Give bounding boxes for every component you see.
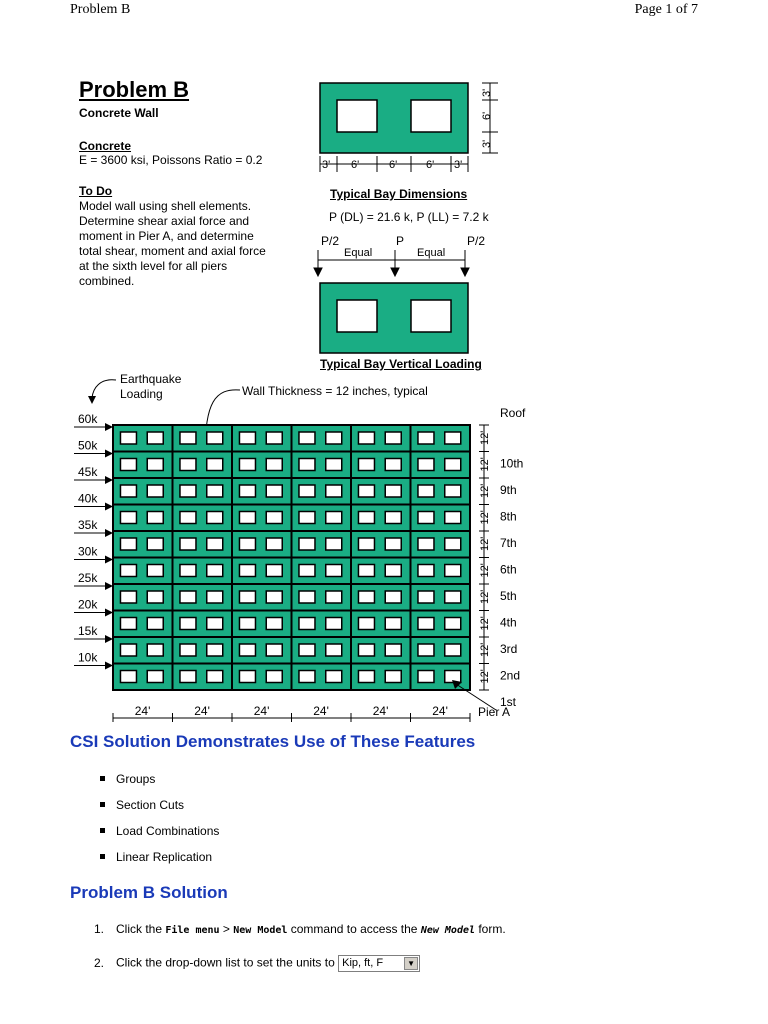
window-opening bbox=[299, 591, 315, 603]
window-opening bbox=[385, 459, 401, 471]
window-opening bbox=[120, 618, 136, 630]
window-opening bbox=[418, 671, 434, 683]
new-model-command-ref: New Model bbox=[233, 925, 288, 936]
window-opening bbox=[326, 591, 342, 603]
list-item: Linear Replication bbox=[100, 850, 219, 876]
story-height-label: 12' bbox=[479, 642, 491, 657]
bay-width-label: 24' bbox=[372, 704, 389, 718]
level-label: 5th bbox=[500, 589, 517, 603]
window-opening bbox=[358, 644, 374, 656]
window-opening bbox=[147, 432, 163, 444]
lateral-load-label: 30k bbox=[78, 544, 98, 559]
todo-text bbox=[79, 199, 266, 289]
window-opening bbox=[326, 644, 342, 656]
lateral-load-arrowhead bbox=[105, 503, 113, 511]
lateral-load-label: 45k bbox=[78, 465, 98, 479]
page-number: Page 1 of 7 bbox=[634, 2, 698, 17]
features-list bbox=[100, 772, 219, 876]
lateral-load-arrowhead bbox=[105, 662, 113, 670]
window-opening bbox=[299, 512, 315, 524]
new-model-form-ref: New Model bbox=[420, 925, 476, 936]
todo-heading: To Do bbox=[79, 184, 113, 198]
solution-steps bbox=[94, 922, 506, 988]
story-height-label: 12' bbox=[479, 430, 491, 445]
level-label: 9th bbox=[500, 483, 517, 497]
window-opening bbox=[299, 618, 315, 630]
window-opening bbox=[266, 485, 282, 497]
window-opening bbox=[385, 618, 401, 630]
lateral-load-label: 50k bbox=[78, 438, 98, 453]
window-opening bbox=[326, 459, 342, 471]
window-opening bbox=[358, 485, 374, 497]
todo-line: total shear, moment and axial force bbox=[79, 244, 266, 258]
window-opening bbox=[326, 538, 342, 550]
window-opening bbox=[147, 671, 163, 683]
window-opening bbox=[299, 671, 315, 683]
window-opening bbox=[147, 485, 163, 497]
window-opening bbox=[239, 512, 255, 524]
story-height-label: 12' bbox=[479, 616, 491, 631]
dim-h-5: 3' bbox=[454, 159, 463, 171]
spacing-equal-left: Equal bbox=[344, 247, 373, 259]
window-opening bbox=[445, 618, 461, 630]
solution-heading: Problem B Solution bbox=[70, 883, 228, 902]
step-2: 2. Click the drop-down list to set the units to Kip, ft, F ▼ bbox=[94, 955, 506, 988]
dim-h-3: 6' bbox=[389, 159, 398, 171]
bay-dimensions-caption: Typical Bay Dimensions bbox=[330, 187, 468, 201]
window-opening bbox=[445, 485, 461, 497]
window-opening bbox=[266, 538, 282, 550]
lateral-load-label: 25k bbox=[78, 571, 98, 585]
window-opening bbox=[385, 538, 401, 550]
window-opening bbox=[358, 538, 374, 550]
window-opening bbox=[266, 459, 282, 471]
wall-grid bbox=[113, 425, 470, 690]
window-opening bbox=[326, 618, 342, 630]
window-opening bbox=[385, 591, 401, 603]
window-opening bbox=[418, 512, 434, 524]
story-height-label: 12' bbox=[479, 536, 491, 551]
window-opening bbox=[180, 565, 196, 577]
story-height-label: 12' bbox=[479, 483, 491, 498]
window-opening bbox=[207, 459, 223, 471]
window-opening bbox=[207, 538, 223, 550]
window-opening bbox=[239, 459, 255, 471]
window-opening bbox=[120, 512, 136, 524]
level-label: 7th bbox=[500, 536, 517, 550]
window-opening bbox=[207, 671, 223, 683]
lateral-load-label: 10k bbox=[78, 650, 98, 665]
window-opening bbox=[239, 485, 255, 497]
window-opening bbox=[207, 432, 223, 444]
window-opening bbox=[385, 644, 401, 656]
window-opening bbox=[445, 432, 461, 444]
window-opening bbox=[326, 432, 342, 444]
window-opening bbox=[326, 512, 342, 524]
window-opening bbox=[147, 512, 163, 524]
wall-elevation-diagram bbox=[60, 368, 530, 722]
load-p-half-right: P/2 bbox=[467, 234, 486, 248]
level-label: 6th bbox=[500, 562, 517, 577]
story-height-label: 12' bbox=[479, 457, 491, 472]
bay-width-label: 24' bbox=[134, 704, 151, 718]
pier-a-label: Pier A bbox=[478, 705, 511, 719]
level-label: 4th bbox=[500, 615, 517, 630]
window-opening bbox=[418, 618, 434, 630]
spacing-equal-right: Equal bbox=[417, 247, 446, 259]
dim-v-2: 6' bbox=[481, 111, 493, 120]
story-height-label: 12' bbox=[479, 510, 491, 525]
window-opening bbox=[239, 538, 255, 550]
dim-h-1: 3' bbox=[322, 159, 331, 171]
window-opening bbox=[445, 512, 461, 524]
window-opening bbox=[147, 565, 163, 577]
window-opening bbox=[266, 644, 282, 656]
lateral-load-arrowhead bbox=[105, 582, 113, 590]
window-opening bbox=[180, 512, 196, 524]
bay-width-label: 24' bbox=[432, 704, 448, 718]
window-opening bbox=[120, 432, 136, 444]
todo-line: combined. bbox=[79, 274, 135, 288]
bay-width-label: 24' bbox=[253, 704, 270, 718]
lateral-load-label: 20k bbox=[78, 597, 98, 612]
lateral-load-label: 40k bbox=[78, 491, 98, 506]
window-opening bbox=[445, 538, 461, 550]
level-label: 2nd bbox=[500, 668, 521, 683]
wall-thickness-label: Wall Thickness = 12 inches, typical bbox=[242, 384, 428, 398]
file-menu-ref: File menu bbox=[165, 925, 220, 936]
page-subtitle: Concrete Wall bbox=[79, 106, 159, 120]
window-opening bbox=[266, 512, 282, 524]
window-opening bbox=[207, 644, 223, 656]
window-opening bbox=[299, 538, 315, 550]
lateral-load-arrowhead bbox=[105, 609, 113, 617]
todo-line: moment in Pier A, and determine bbox=[79, 229, 254, 243]
story-height-label: 12' bbox=[479, 563, 491, 578]
window-opening bbox=[418, 459, 434, 471]
vertical-loading-diagram bbox=[300, 228, 510, 358]
story-height-label: 12' bbox=[479, 589, 491, 604]
bay-dimensions-diagram bbox=[300, 76, 520, 196]
window-opening bbox=[180, 644, 196, 656]
dim-v-3: 3' bbox=[481, 139, 493, 148]
story-height-label: 12' bbox=[479, 669, 491, 684]
todo-line: Determine shear axial force and bbox=[79, 214, 250, 228]
window-opening bbox=[147, 459, 163, 471]
window-opening bbox=[299, 485, 315, 497]
page-title: Problem B bbox=[79, 77, 190, 102]
window-opening bbox=[147, 644, 163, 656]
window-opening bbox=[299, 644, 315, 656]
window-opening bbox=[326, 485, 342, 497]
window-opening bbox=[266, 618, 282, 630]
window-opening bbox=[418, 432, 434, 444]
earthquake-label: Earthquake bbox=[120, 372, 182, 386]
window-opening bbox=[418, 565, 434, 577]
window-opening bbox=[326, 565, 342, 577]
window-opening bbox=[418, 485, 434, 497]
window-opening bbox=[239, 644, 255, 656]
window-opening bbox=[239, 618, 255, 630]
list-item: Section Cuts bbox=[100, 798, 219, 824]
lateral-load-arrowhead bbox=[105, 423, 113, 431]
window-opening bbox=[180, 432, 196, 444]
bay-width-label: 24' bbox=[313, 704, 329, 718]
window-opening bbox=[120, 591, 136, 603]
bay-width-label: 24' bbox=[194, 704, 210, 718]
todo-line: at the sixth level for all piers bbox=[79, 259, 228, 273]
window-opening bbox=[418, 591, 434, 603]
window-opening bbox=[207, 591, 223, 603]
load-p-center: P bbox=[396, 234, 405, 248]
lateral-load-arrowhead bbox=[105, 476, 113, 484]
vertical-loading-caption: Typical Bay Vertical Loading bbox=[320, 357, 482, 371]
window-opening bbox=[120, 538, 136, 550]
window-opening bbox=[445, 459, 461, 471]
window-opening bbox=[299, 565, 315, 577]
window-opening bbox=[299, 459, 315, 471]
window-opening bbox=[385, 565, 401, 577]
lateral-load-arrowhead bbox=[105, 556, 113, 564]
window-opening bbox=[385, 512, 401, 524]
earthquake-label: Loading bbox=[120, 387, 163, 401]
concrete-properties: E = 3600 ksi, Poissons Ratio = 0.2 bbox=[79, 153, 263, 167]
window-opening bbox=[358, 432, 374, 444]
list-item: Load Combinations bbox=[100, 824, 219, 850]
window-opening bbox=[385, 671, 401, 683]
window-opening bbox=[266, 591, 282, 603]
window-opening bbox=[358, 565, 374, 577]
window-opening bbox=[120, 459, 136, 471]
window-opening bbox=[358, 671, 374, 683]
lateral-load-label: 35k bbox=[78, 518, 98, 532]
concrete-heading: Concrete bbox=[79, 139, 132, 153]
window-opening bbox=[418, 644, 434, 656]
dim-h-2: 6' bbox=[351, 159, 360, 171]
window-opening bbox=[120, 644, 136, 656]
window-opening bbox=[385, 485, 401, 497]
window-opening bbox=[299, 432, 315, 444]
level-label: 8th bbox=[500, 509, 517, 524]
features-heading: CSI Solution Demonstrates Use of These Features bbox=[70, 732, 476, 751]
window-opening bbox=[180, 459, 196, 471]
window-opening bbox=[445, 644, 461, 656]
lateral-load-arrowhead bbox=[105, 635, 113, 643]
level-label: Roof bbox=[500, 406, 526, 420]
window-opening bbox=[266, 671, 282, 683]
window-opening bbox=[180, 618, 196, 630]
lateral-load-label: 15k bbox=[78, 624, 98, 638]
page-header-title: Problem B bbox=[70, 2, 131, 17]
window-opening bbox=[239, 432, 255, 444]
dim-h-4: 6' bbox=[426, 159, 435, 171]
level-label: 1st bbox=[500, 695, 517, 709]
lateral-load-label: 60k bbox=[78, 412, 98, 426]
window-opening bbox=[147, 538, 163, 550]
window-opening bbox=[358, 459, 374, 471]
lateral-load-arrowhead bbox=[105, 529, 113, 537]
list-item: Groups bbox=[100, 772, 219, 798]
window-opening bbox=[418, 538, 434, 550]
window-opening bbox=[445, 565, 461, 577]
window-opening bbox=[239, 671, 255, 683]
lateral-load-arrowhead bbox=[105, 450, 113, 458]
window-opening bbox=[147, 618, 163, 630]
window-opening bbox=[358, 591, 374, 603]
window-opening bbox=[266, 565, 282, 577]
window-opening bbox=[120, 485, 136, 497]
window-opening bbox=[445, 591, 461, 603]
window-opening bbox=[239, 591, 255, 603]
window-opening bbox=[239, 565, 255, 577]
window-opening bbox=[147, 591, 163, 603]
todo-line: Model wall using shell elements. bbox=[79, 199, 252, 213]
window-opening bbox=[207, 512, 223, 524]
load-p-half-left: P/2 bbox=[321, 234, 340, 248]
dim-v-1: 3' bbox=[481, 88, 493, 97]
load-values: P (DL) = 21.6 k, P (LL) = 7.2 k bbox=[329, 210, 489, 224]
window-opening bbox=[207, 485, 223, 497]
window-opening bbox=[180, 591, 196, 603]
level-label: 10th bbox=[500, 456, 524, 471]
units-dropdown[interactable]: Kip, ft, F ▼ bbox=[338, 955, 420, 972]
window-opening bbox=[207, 565, 223, 577]
window-opening bbox=[326, 671, 342, 683]
step-1: 1. Click the File menu > New Model command to access the New Model form. bbox=[94, 922, 506, 936]
window-opening bbox=[120, 671, 136, 683]
window-opening bbox=[385, 432, 401, 444]
window-opening bbox=[180, 485, 196, 497]
window-opening bbox=[180, 538, 196, 550]
window-opening bbox=[266, 432, 282, 444]
level-label: 3rd bbox=[500, 642, 518, 656]
window-opening bbox=[207, 618, 223, 630]
window-opening bbox=[358, 618, 374, 630]
window-opening bbox=[180, 671, 196, 683]
chevron-down-icon[interactable]: ▼ bbox=[404, 957, 418, 970]
window-opening bbox=[358, 512, 374, 524]
window-opening bbox=[120, 565, 136, 577]
